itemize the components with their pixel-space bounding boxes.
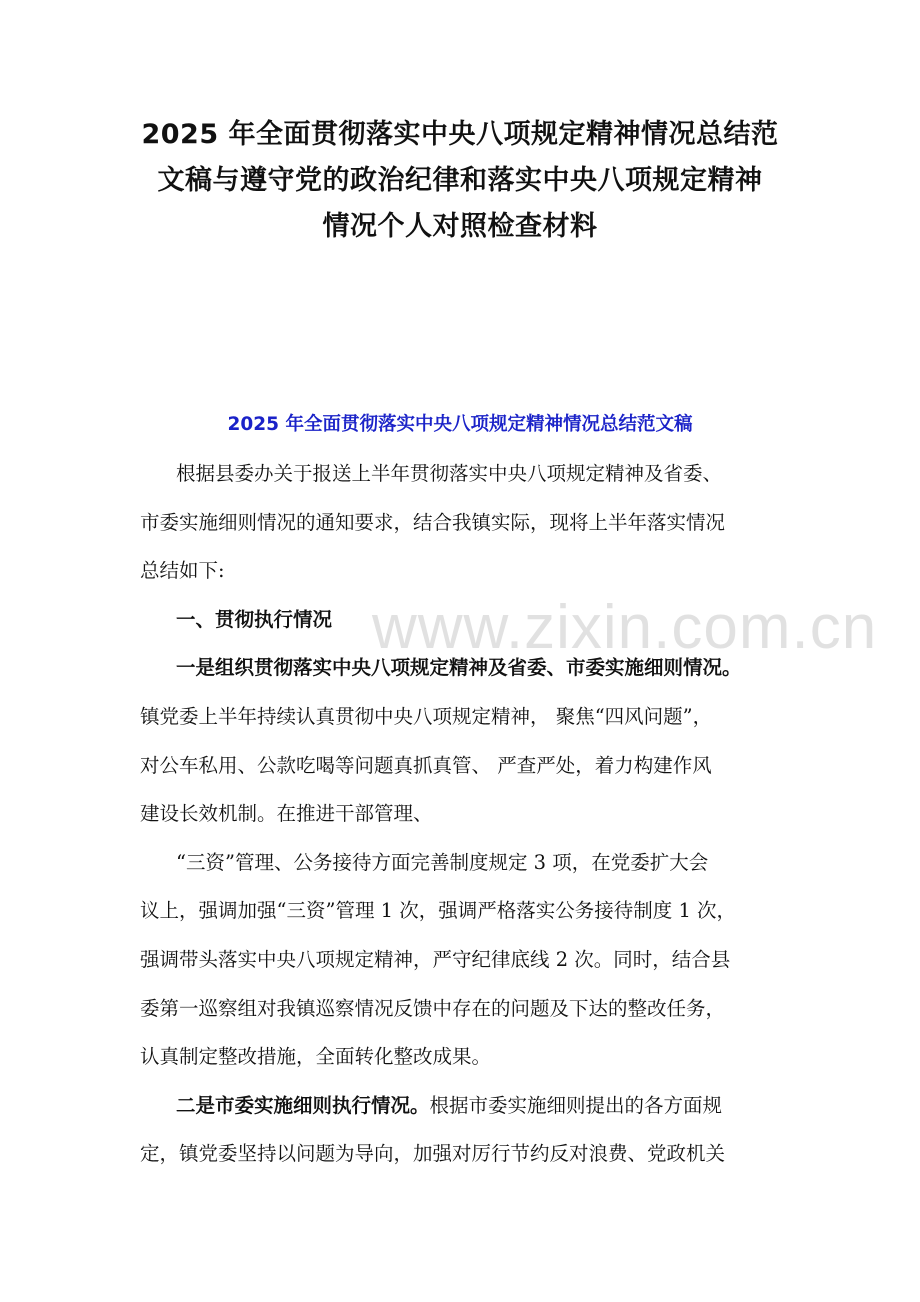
paragraph-line: “三资”管理、公务接待方面完善制度规定 3 项，在党委扩大会 bbox=[176, 850, 709, 874]
paragraph-line: 对公车私用、公款吃喝等问题真抓真管、 严查严处，着力构建作风 bbox=[140, 753, 712, 777]
paragraph-line: 认真制定整改措施，全面转化整改成果。 bbox=[140, 1045, 492, 1069]
bold-lead-sentence: 二是市委实施细则执行情况。 bbox=[176, 1093, 430, 1117]
paragraph-line: 建设长效机制。在推进干部管理、 bbox=[140, 802, 433, 826]
paragraph-line: 总结如下: bbox=[140, 559, 225, 583]
bold-lead-sentence: 一是组织贯彻落实中央八项规定精神及省委、市委实施细则情况。 bbox=[176, 656, 742, 680]
paragraph-line: 议上，强调加强“三资”管理 1 次，强调严格落实公务接待制度 1 次， bbox=[140, 899, 737, 923]
watermark: www.zixin.com.cn bbox=[372, 593, 878, 662]
paragraph-line: 根据县委办关于报送上半年贯彻落实中央八项规定精神及省委、 bbox=[176, 462, 723, 485]
paragraph-line: 委第一巡察组对我镇巡察情况反馈中存在的问题及下达的整改任务， bbox=[140, 996, 726, 1020]
paragraph-line bbox=[140, 1087, 800, 1124]
document-title bbox=[110, 112, 810, 250]
document-body bbox=[140, 455, 800, 1184]
title-line-3: 情况个人对照检查材料 bbox=[322, 211, 598, 242]
paragraph-text: 根据市委实施细则提出的各方面规 bbox=[429, 1093, 723, 1117]
paragraph-line: 定，镇党委坚持以问题为导向，加强对厉行节约反对浪费、党政机关 bbox=[140, 1142, 726, 1166]
section-subtitle: 2025 年全面贯彻落实中央八项规定精神情况总结范文稿 bbox=[227, 414, 693, 435]
title-line-2: 文稿与遵守党的政治纪律和落实中央八项规定精神 bbox=[157, 165, 763, 196]
paragraph-line: 强调带头落实中央八项规定精神，严守纪律底线 2 次。同时，结合县 bbox=[140, 947, 731, 971]
title-line-1: 2025 年全面贯彻落实中央八项规定精神情况总结范 bbox=[141, 119, 779, 150]
paragraph-line: 市委实施细则情况的通知要求，结合我镇实际，现将上半年落实情况 bbox=[140, 510, 726, 534]
section-heading: 一、贯彻执行情况 bbox=[176, 607, 333, 631]
paragraph-line: 镇党委上半年持续认真贯彻中央八项规定精神， 聚焦“四风问题”， bbox=[140, 704, 713, 728]
